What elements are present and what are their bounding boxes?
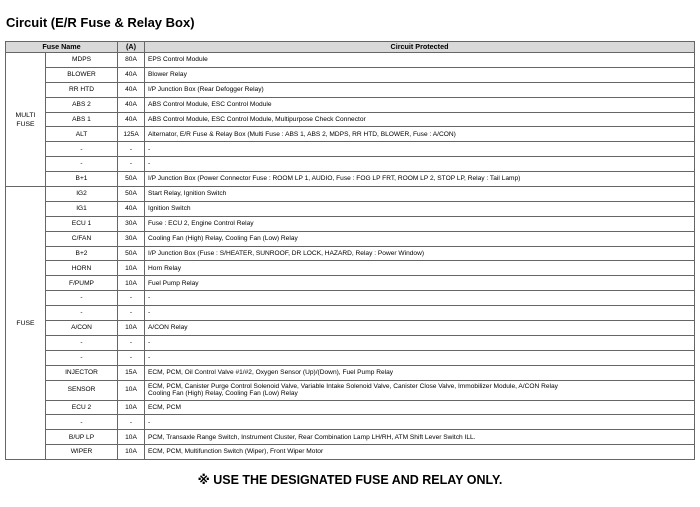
amperage-cell: 80A [118,53,145,68]
table-row [6,380,695,400]
fuse-name-cell: HORN [46,261,118,276]
fuse-name-cell: - [46,335,118,350]
fuse-name-cell: - [46,306,118,321]
amperage-cell: 10A [118,380,145,400]
circuit-protected-cell: ABS Control Module, ESC Control Module [145,97,695,112]
fuse-name-cell: ABS 1 [46,112,118,127]
circuit-protected-cell: ECM, PCM, Oil Control Valve #1/#2, Oxygen Sensor (Up)/(Down), Fuel Pump Relay [145,365,695,380]
table-row [6,415,695,430]
table-row [6,246,695,261]
fuse-group-label: MULTI FUSE [6,53,46,187]
table-row [6,187,695,202]
fuse-name-cell: F/PUMP [46,276,118,291]
fuse-name-cell: - [46,415,118,430]
fuse-name-cell: IG2 [46,187,118,202]
circuit-protected-cell: Ignition Switch [145,201,695,216]
table-row [6,276,695,291]
table-row [6,157,695,172]
fuse-name-cell: ECU 2 [46,400,118,415]
header-fuse-name: Fuse Name [6,42,118,53]
amperage-cell: - [118,350,145,365]
circuit-protected-cell: EPS Control Module [145,53,695,68]
amperage-cell: 40A [118,112,145,127]
amperage-cell: - [118,306,145,321]
table-row [6,445,695,460]
amperage-cell: - [118,335,145,350]
amperage-cell: 10A [118,400,145,415]
circuit-protected-cell: Start Relay, Ignition Switch [145,187,695,202]
table-row [6,142,695,157]
table-row [6,400,695,415]
circuit-protected-cell: Cooling Fan (High) Relay, Cooling Fan (Low) Relay [145,231,695,246]
circuit-protected-cell: I/P Junction Box (Power Connector Fuse : ROOM LP 1, AUDIO, Fuse : FOG LP FRT, ROOM LP 2, STOP LP, Relay : Tail Lamp) [145,172,695,187]
fuse-name-cell: ALT [46,127,118,142]
circuit-protected-cell: - [145,350,695,365]
table-row [6,216,695,231]
table-row [6,231,695,246]
amperage-cell: 125A [118,127,145,142]
circuit-protected-cell: - [145,415,695,430]
fuse-name-cell: IG1 [46,201,118,216]
amperage-cell: 30A [118,216,145,231]
amperage-cell: 10A [118,276,145,291]
fuse-name-cell: ABS 2 [46,97,118,112]
table-row [6,97,695,112]
amperage-cell: - [118,415,145,430]
circuit-protected-cell: - [145,291,695,306]
fuse-name-cell: RR HTD [46,82,118,97]
circuit-protected-cell: - [145,335,695,350]
amperage-cell: 40A [118,97,145,112]
circuit-protected-cell: I/P Junction Box (Fuse : S/HEATER, SUNROOF, DR LOCK, HAZARD, Relay : Power Window) [145,246,695,261]
fuse-name-cell: - [46,350,118,365]
table-row [6,365,695,380]
table-row [6,172,695,187]
amperage-cell: 10A [118,261,145,276]
table-row [6,261,695,276]
table-row [6,430,695,445]
circuit-protected-cell: - [145,142,695,157]
circuit-protected-cell: ECM, PCM, Multifunction Switch (Wiper), Front Wiper Motor [145,445,695,460]
amperage-cell: 40A [118,67,145,82]
fuse-name-cell: WIPER [46,445,118,460]
fuse-name-cell: C/FAN [46,231,118,246]
fuse-name-cell: SENSOR [46,380,118,400]
amperage-cell: 50A [118,246,145,261]
circuit-protected-cell: Fuel Pump Relay [145,276,695,291]
amperage-cell: 50A [118,187,145,202]
circuit-protected-cell: Alternator, E/R Fuse & Relay Box (Multi Fuse : ABS 1, ABS 2, MDPS, RR HTD, BLOWER, Fuse : A/CON) [145,127,695,142]
table-row [6,306,695,321]
circuit-protected-cell: Fuse : ECU 2, Engine Control Relay [145,216,695,231]
table-row [6,82,695,97]
table-row [6,321,695,336]
amperage-cell: - [118,142,145,157]
fuse-name-cell: MDPS [46,53,118,68]
amperage-cell: - [118,291,145,306]
amperage-cell: - [118,157,145,172]
circuit-protected-cell: I/P Junction Box (Rear Defogger Relay) [145,82,695,97]
table-row [6,201,695,216]
fuse-relay-table [5,41,695,460]
fuse-group-label: FUSE [6,187,46,460]
table-row [6,112,695,127]
fuse-name-cell: - [46,157,118,172]
fuse-name-cell: B+1 [46,172,118,187]
page-title: Circuit (E/R Fuse & Relay Box) [6,15,195,30]
header-amperage: (A) [118,42,145,53]
amperage-cell: 10A [118,445,145,460]
fuse-name-cell: INJECTOR [46,365,118,380]
table-row [6,127,695,142]
fuse-name-cell: BLOWER [46,67,118,82]
table-body [6,53,695,460]
table-header-row [6,42,695,53]
footer-notice: ※ USE THE DESIGNATED FUSE AND RELAY ONLY. [197,473,503,487]
circuit-protected-cell: Horn Relay [145,261,695,276]
circuit-protected-cell: PCM, Transaxle Range Switch, Instrument Cluster, Rear Combination Lamp LH/RH, ATM Shift Lever Switch ILL. [145,430,695,445]
amperage-cell: 50A [118,172,145,187]
circuit-protected-cell: ABS Control Module, ESC Control Module, Multipurpose Check Connector [145,112,695,127]
amperage-cell: 40A [118,82,145,97]
circuit-protected-cell: ECM, PCM, Canister Purge Control Solenoid Valve, Variable Intake Solenoid Valve, Canister Close Valve, Immobilizer Module, A/CON Relay Cooling Fan (High) Relay, Cooling Fan (Low) Relay [145,380,695,400]
circuit-protected-cell: ECM, PCM [145,400,695,415]
amperage-cell: 40A [118,201,145,216]
circuit-protected-cell: - [145,157,695,172]
fuse-name-cell: ECU 1 [46,216,118,231]
circuit-protected-cell: Blower Relay [145,67,695,82]
table-row [6,291,695,306]
circuit-protected-cell: A/CON Relay [145,321,695,336]
fuse-name-cell: A/CON [46,321,118,336]
table-row [6,350,695,365]
fuse-name-cell: - [46,142,118,157]
table-row [6,67,695,82]
amperage-cell: 15A [118,365,145,380]
amperage-cell: 10A [118,430,145,445]
amperage-cell: 30A [118,231,145,246]
table-row [6,53,695,68]
circuit-protected-cell: - [145,306,695,321]
table-row [6,335,695,350]
header-circuit-protected: Circuit Protected [145,42,695,53]
fuse-name-cell: - [46,291,118,306]
fuse-name-cell: B+2 [46,246,118,261]
fuse-name-cell: B/UP LP [46,430,118,445]
amperage-cell: 10A [118,321,145,336]
